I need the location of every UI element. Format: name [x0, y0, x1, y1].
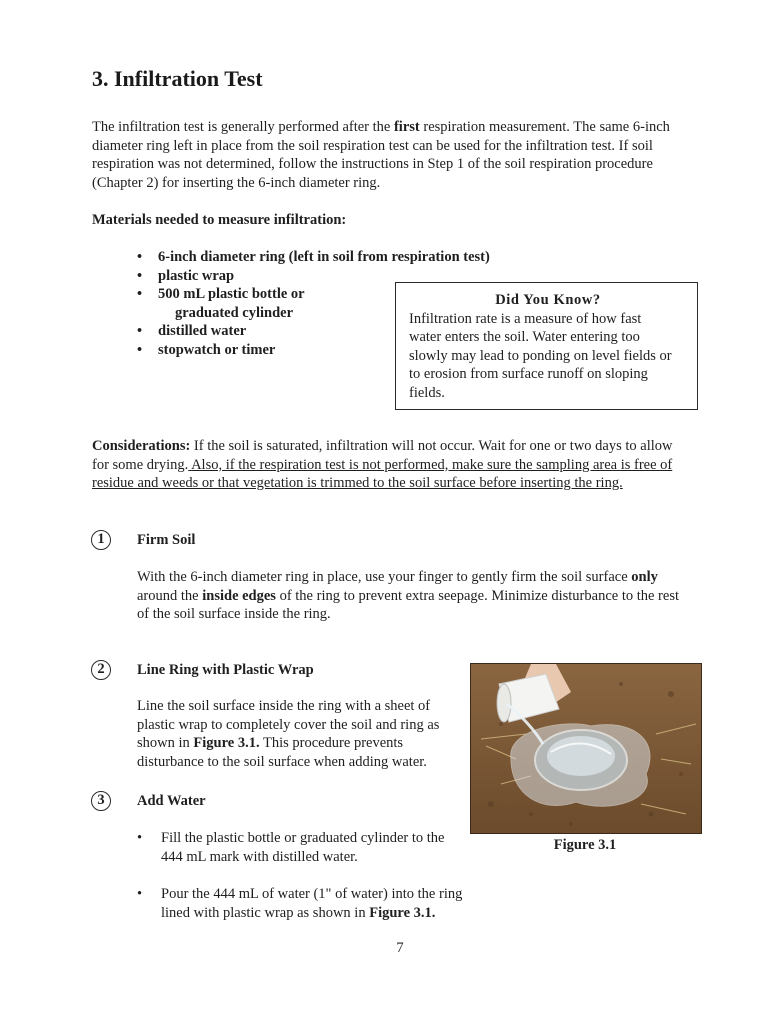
considerations-label: Considerations:: [92, 438, 191, 454]
step-title: Firm Soil: [137, 532, 196, 548]
figure-caption: Figure 3.1: [553, 837, 617, 853]
step-number-badge: 1: [91, 530, 111, 550]
did-you-know-title: Did You Know?: [495, 292, 601, 308]
step-body: [137, 568, 693, 624]
did-you-know-line: slowly may lead to ponding on level fields or: [409, 347, 672, 364]
step-text: This procedure prevents disturbance to the soil surface when adding water.: [137, 735, 427, 770]
step-text: around the: [137, 587, 203, 604]
step-number-badge: 3: [91, 791, 111, 811]
did-you-know-box: [395, 282, 698, 410]
step-bold: only: [631, 569, 658, 585]
list-item: • stopwatch or timer: [137, 341, 490, 360]
intro-text: The infiltration test is generally performed after the: [92, 119, 394, 135]
list-item-text: Pour the 444 mL of water (1" of water) into the ring lined with plastic wrap as shown in: [161, 886, 463, 921]
step-text: of the ring to prevent extra seepage. Minimize disturbance to the rest of the soil surface inside the ring.: [137, 587, 679, 623]
list-item: • distilled water: [137, 322, 490, 341]
step-bold: inside edges: [202, 587, 276, 604]
did-you-know-line: Infiltration rate is a measure of how fast: [409, 310, 642, 327]
did-you-know-line: to erosion from surface runoff on sloping: [409, 366, 648, 383]
figure-photo: [470, 663, 702, 834]
step-bold: Figure 3.1.: [193, 735, 260, 752]
step-title: Line Ring with Plastic Wrap: [137, 662, 314, 678]
step-text: With the 6-inch diameter ring in place, use your finger to gently firm the soil surface: [137, 569, 632, 585]
step-title: Add Water: [137, 793, 206, 809]
page-title: 3. Infiltration Test: [92, 66, 263, 91]
list-item-bold: Figure 3.1.: [369, 904, 436, 921]
intro-paragraph: [92, 118, 692, 192]
list-item: • 6-inch diameter ring (left in soil from respiration test): [137, 248, 490, 267]
step-body: [137, 697, 459, 771]
step-text: Line the soil surface inside the ring with a sheet of plastic wrap to completely cover the soil and ring as shown in: [137, 698, 440, 752]
materials-heading: Materials needed to measure infiltration:: [92, 212, 347, 228]
considerations-underlined-text: Also, if the respiration test is not performed, make sure the sampling area is free of residue and weeds or that vegetation is trimmed to the soil surface before inserting the ring.: [92, 456, 673, 492]
list-item: [137, 885, 487, 922]
intro-bold: first: [393, 119, 420, 135]
step-sub-list: [137, 885, 487, 922]
did-you-know-line: fields.: [409, 384, 445, 401]
considerations-paragraph: [92, 437, 692, 493]
intro-text-rest: respiration measurement. The same 6-inch diameter ring left in place from the soil respiration test can be used for the infiltration test. If soil respiration was not determined, follow the instructions in Step 1 of the soil respiration procedure (Chapter 2) for inserting the 6-inch diameter ring.: [92, 119, 670, 191]
page-number: 7: [396, 940, 404, 956]
considerations-text: If the soil is saturated, infiltration will not occur. Wait for one or two days to allow for some drying.: [92, 438, 673, 473]
list-item-text: 500 mL plastic bottle or: [158, 286, 305, 303]
list-item: • Fill the plastic bottle or graduated cylinder to the 444 mL mark with distilled water.: [137, 829, 467, 866]
step-number-badge: 2: [91, 660, 111, 680]
list-item-text-continued: graduated cylinder: [175, 304, 294, 321]
step-sub-list: [137, 829, 467, 866]
did-you-know-line: water enters the soil. Water entering too: [409, 329, 640, 346]
list-item: • plastic wrap: [137, 267, 490, 286]
